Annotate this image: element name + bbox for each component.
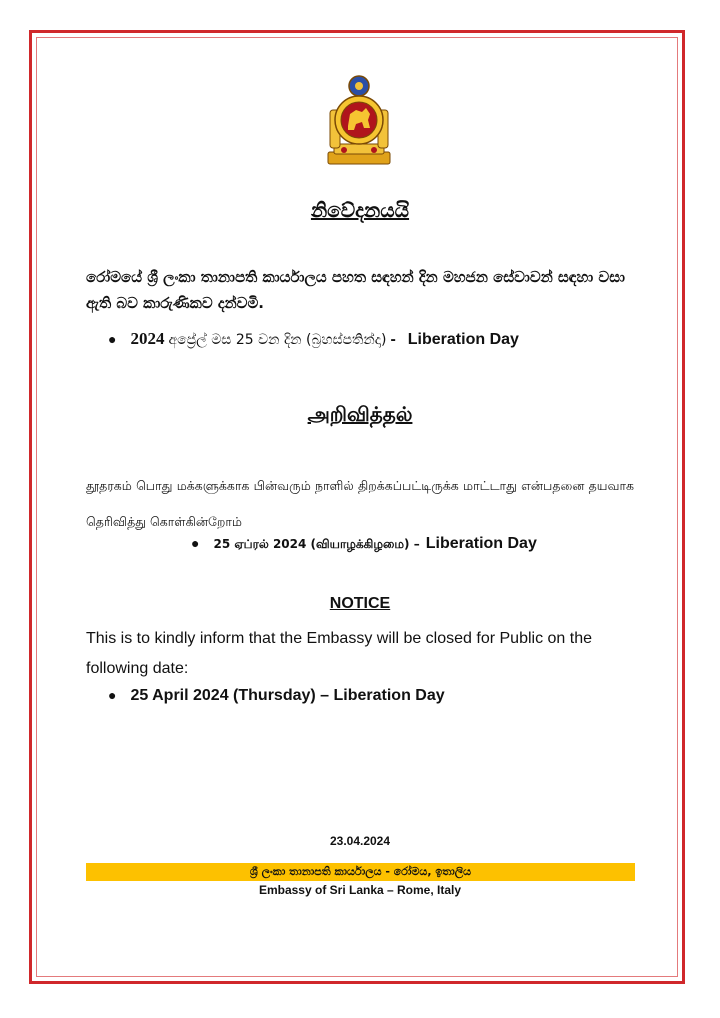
sinhala-bullet (108, 329, 519, 349)
english-paragraph: This is to kindly inform that the Embassy will be closed for Public on the following date: (86, 630, 592, 677)
english-bullet-text: 25 April 2024 (Thursday) – Liberation Day (130, 687, 445, 704)
tamil-bullet-holiday: Liberation Day (425, 535, 537, 552)
tamil-paragraph: தூதரகம் பொது மக்களுக்காக பின்வரும் நாளில் திறக்கப்பட்டிருக்க மாட்டாது என்பதனை தயவாக தெரிவித்து கொள்கின்றோம் (86, 478, 634, 529)
tamil-heading: அறிவித்தல் (307, 402, 413, 426)
sinhala-bullet-text: අප්‍රේල් මස 25 වන දින (බ්‍රහස්පතින්දා) (168, 332, 387, 348)
tamil-bullet (191, 535, 537, 553)
footer-embassy-name: Embassy of Sri Lanka – Rome, Italy (258, 883, 462, 897)
sinhala-paragraph: රෝමයේ ශ්‍රී ලංකා තානාපති කාර්යාලය පහත සඳහන් දින මහජන සේවාවන් සඳහා වසා ඇති බව කාරුණිකව දන්වමි. (86, 268, 625, 312)
notice-date: 23.04.2024 (329, 834, 391, 848)
bullet-icon: ● (191, 535, 200, 551)
footer-sinhala-bar: ශ්‍රී ලංකා තානාපති කාර්යාලය - රෝමය, ඉතාලිය (86, 863, 635, 881)
sri-lanka-emblem-icon (326, 74, 392, 166)
sinhala-heading: නිවේදනයයි (310, 198, 410, 222)
sinhala-bullet-year: 2024 (130, 329, 165, 348)
tamil-bullet-date: 25 ஏப்ரல் 2024 (வியாழக்கிழமை) – (213, 537, 420, 551)
bullet-icon: ● (108, 687, 117, 703)
sinhala-bullet-holiday: Liberation Day (407, 331, 519, 348)
english-heading: NOTICE (329, 595, 391, 612)
english-bullet (108, 687, 445, 705)
sinhala-bullet-dash: - (390, 331, 396, 348)
bullet-icon: ● (108, 331, 117, 347)
